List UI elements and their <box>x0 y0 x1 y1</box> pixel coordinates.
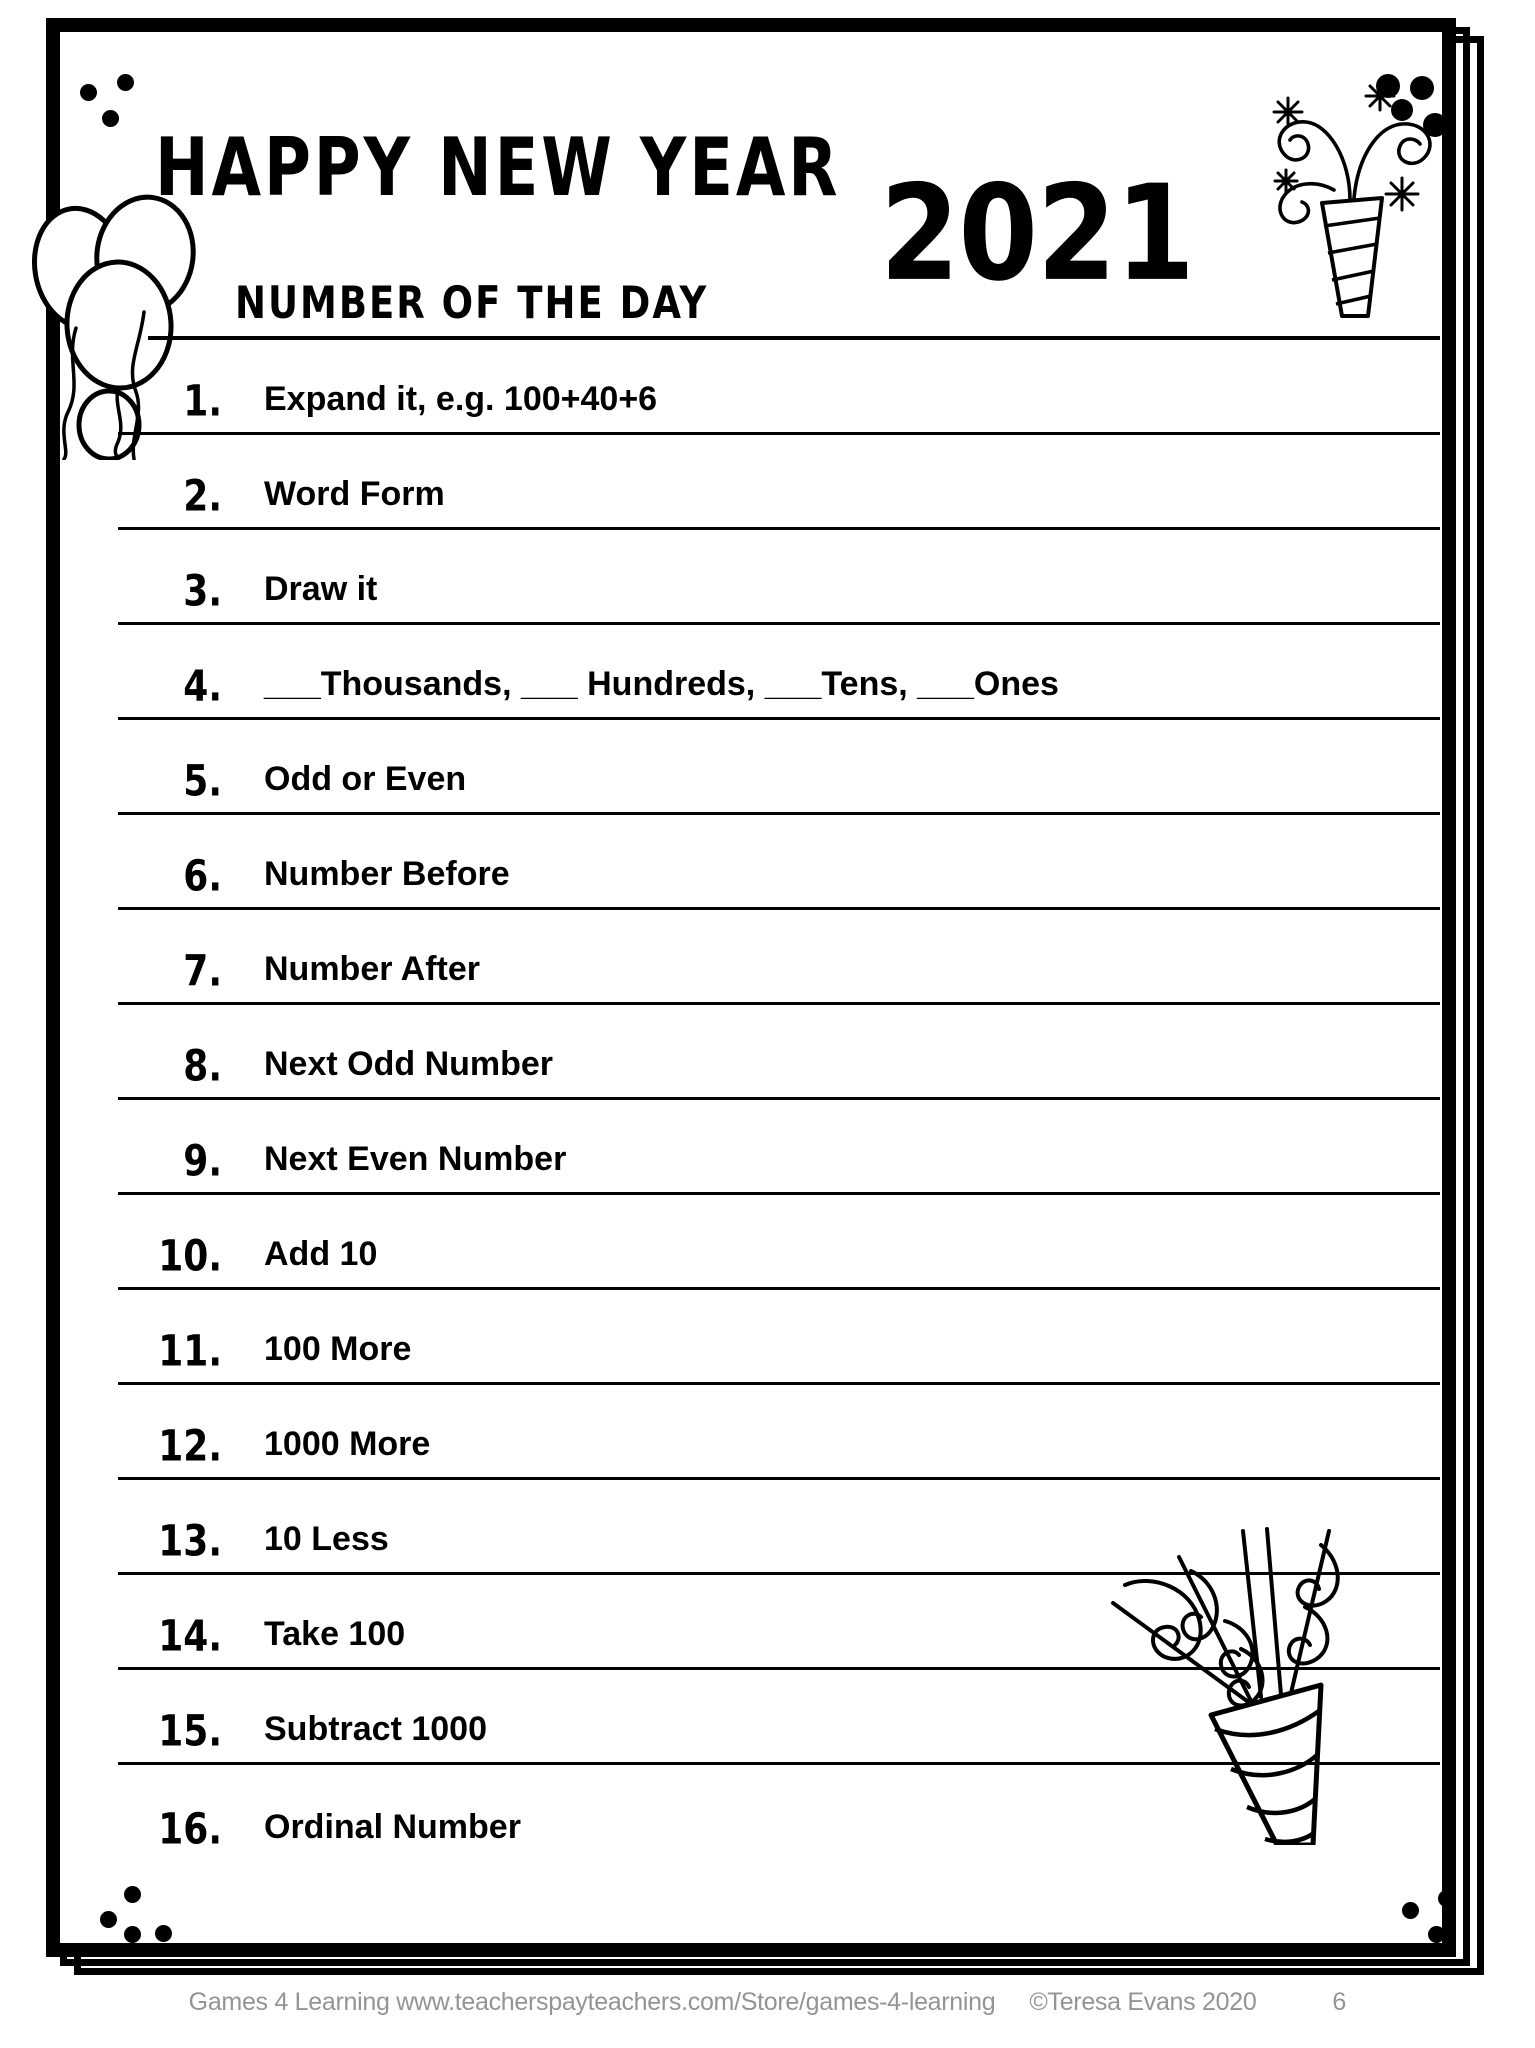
activity-list <box>118 340 1440 1860</box>
confetti-dot <box>1438 1890 1455 1907</box>
activity-number: 12. <box>158 1422 222 1472</box>
activity-label: Expand it, e.g. 100+40+6 <box>264 380 658 418</box>
activity-number: 13. <box>158 1517 222 1567</box>
activity-row[interactable] <box>118 910 1440 1005</box>
activity-label: Subtract 1000 <box>264 1710 487 1748</box>
activity-number: 15. <box>158 1707 222 1757</box>
activity-number: 5. <box>183 757 222 807</box>
activity-number: 8. <box>183 1042 222 1092</box>
activity-row[interactable] <box>118 815 1440 910</box>
confetti-dot <box>124 1926 141 1943</box>
activity-number: 2. <box>183 472 222 522</box>
activity-number: 6. <box>183 852 222 902</box>
activity-number: 14. <box>158 1612 222 1662</box>
confetti-dot <box>117 74 134 91</box>
activity-label: 1000 More <box>264 1425 431 1463</box>
confetti-dot <box>124 1886 141 1903</box>
activity-row[interactable] <box>118 1290 1440 1385</box>
activity-number: 11. <box>158 1327 222 1377</box>
activity-label: Number Before <box>264 855 510 893</box>
activity-row[interactable] <box>118 625 1440 720</box>
activity-label: Word Form <box>264 475 445 513</box>
footer-credit: Games 4 Learning www.teacherspayteachers.com/Store/games-4-learning <box>188 1988 996 2016</box>
confetti-dot <box>102 110 119 127</box>
activity-label: Draw it <box>264 570 378 608</box>
activity-row[interactable] <box>118 1480 1440 1575</box>
party-popper-icon <box>1250 48 1490 318</box>
page-number: 6 <box>1332 1988 1347 2016</box>
activity-row[interactable] <box>118 1195 1440 1290</box>
activity-number: 16. <box>158 1805 222 1855</box>
activity-label: 100 More <box>264 1330 412 1368</box>
activity-row[interactable] <box>118 1575 1440 1670</box>
activity-row[interactable] <box>118 1100 1440 1195</box>
activity-label: Next Even Number <box>264 1140 567 1178</box>
activity-number: 9. <box>183 1137 222 1187</box>
activity-label: Add 10 <box>264 1235 378 1273</box>
confetti-dot <box>155 1925 172 1942</box>
confetti-dot <box>100 1911 117 1928</box>
activity-label: Take 100 <box>264 1615 406 1653</box>
page-title: HAPPY NEW YEAR <box>155 120 841 215</box>
activity-label: Number After <box>264 950 480 988</box>
activity-number: 4. <box>183 662 222 712</box>
confetti-dot <box>1402 1902 1419 1919</box>
subtitle: NUMBER OF THE DAY <box>235 277 709 329</box>
activity-number: 7. <box>183 947 222 997</box>
activity-row[interactable] <box>118 1670 1440 1765</box>
activity-row[interactable] <box>118 1765 1440 1860</box>
confetti-dot <box>1428 1926 1445 1943</box>
activity-row[interactable] <box>118 340 1440 435</box>
header-divider <box>148 336 1440 340</box>
activity-label: Ordinal Number <box>264 1808 521 1846</box>
activity-row[interactable] <box>118 1385 1440 1480</box>
activity-number: 10. <box>158 1232 222 1282</box>
footer <box>0 1988 1535 2017</box>
activity-number: 1. <box>183 377 222 427</box>
confetti-dot <box>80 84 97 101</box>
activity-number: 3. <box>183 567 222 617</box>
activity-row[interactable] <box>118 720 1440 815</box>
activity-label: Next Odd Number <box>264 1045 554 1083</box>
activity-label: ___Thousands, ___ Hundreds, ___Tens, ___Ones <box>264 665 1059 703</box>
footer-copyright: ©Teresa Evans 2020 <box>1029 1988 1257 2016</box>
activity-label: Odd or Even <box>264 760 467 798</box>
activity-row[interactable] <box>118 435 1440 530</box>
activity-row[interactable] <box>118 530 1440 625</box>
activity-row[interactable] <box>118 1005 1440 1100</box>
year-heading: 2021 <box>880 157 1194 311</box>
activity-label: 10 Less <box>264 1520 389 1558</box>
